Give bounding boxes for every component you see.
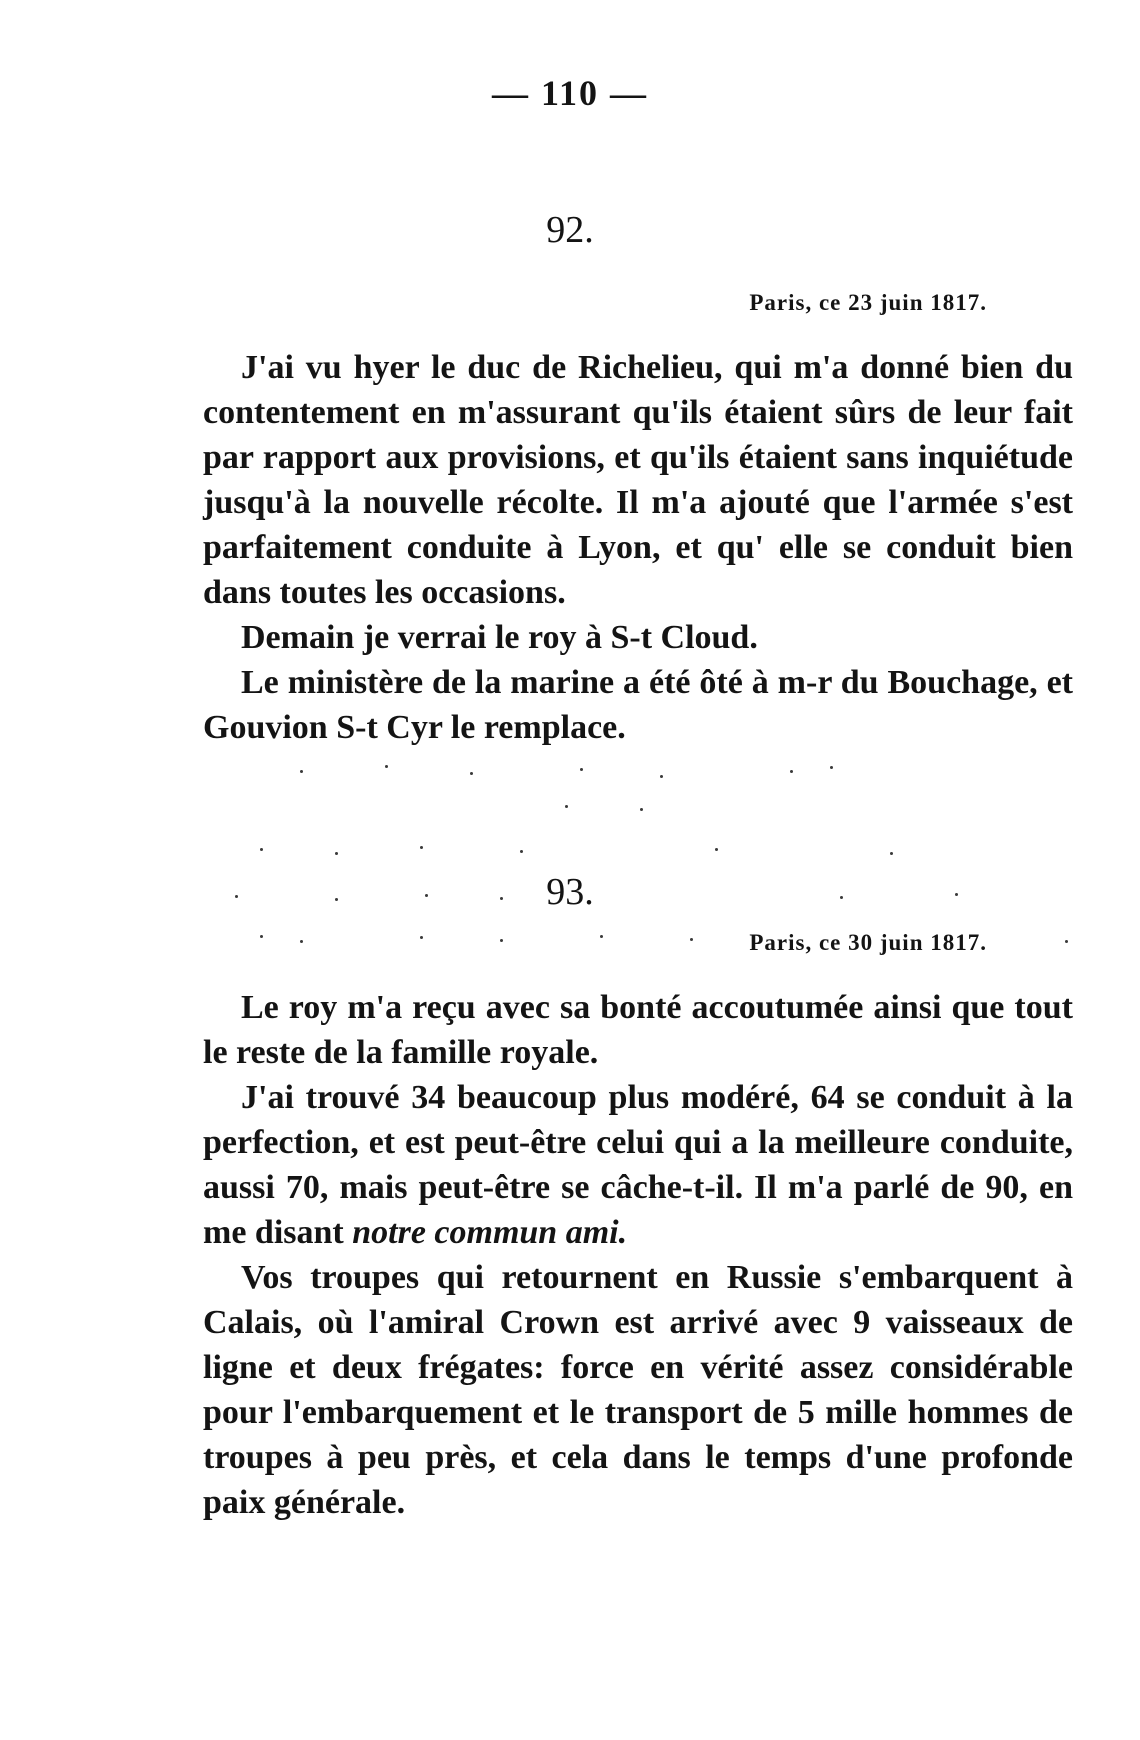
speck xyxy=(300,940,303,943)
speck xyxy=(890,852,893,855)
page-number-header: — 110 — xyxy=(491,73,648,113)
speck xyxy=(640,808,643,811)
letter-92-paragraph-3: Le ministère de la marine a été ôté à m-r du Bouchage, et Gouvion S-t Cyr le remplace. xyxy=(203,664,1073,746)
speck xyxy=(300,770,303,773)
letter-92-paragraph-2: Demain je verrai le roy à S-t Cloud. xyxy=(241,619,758,656)
speck xyxy=(715,848,718,851)
speck xyxy=(690,938,693,941)
letter-number-92: 92. xyxy=(546,209,594,251)
speck xyxy=(565,805,568,808)
speck xyxy=(385,765,388,768)
speck xyxy=(790,770,793,773)
speck xyxy=(1065,940,1068,943)
speck xyxy=(580,768,583,771)
letter-93-dateline: Paris, ce 30 juin 1817. xyxy=(749,930,987,955)
italic-phrase-notre-commun-ami: notre commun ami. xyxy=(352,1214,628,1251)
letter-92-body xyxy=(203,345,1073,750)
speck xyxy=(660,775,663,778)
speck xyxy=(520,850,523,853)
letter-93-paragraph-2-text: J'ai trouvé 34 beaucoup plus modéré, 64 se conduit à la perfection, et est peut-être celui qui a la meilleure conduite, aussi 70, mais peut-être se câche-t-il. Il m'a parlé de 90, en me disant xyxy=(203,1079,1073,1251)
speck xyxy=(500,939,503,942)
letter-93-body xyxy=(203,985,1073,1525)
speck xyxy=(260,935,263,938)
speck xyxy=(420,936,423,939)
speck xyxy=(420,846,423,849)
speck xyxy=(830,766,833,769)
letter-92-paragraph-1: J'ai vu hyer le duc de Richelieu, qui m'a donné bien du contentement en m'assurant qu'ils étaient sûrs de leur fait par rapport aux provisions, et qu'ils étaient sans inquiétude jusqu'à la nouvelle récolte. Il m'a ajouté que l'armée s'est parfaitement conduite à Lyon, et qu' elle se conduit bien dans toutes les occasions. xyxy=(203,349,1073,611)
speck xyxy=(335,852,338,855)
speck xyxy=(260,848,263,851)
letter-number-93: 93. xyxy=(546,871,594,913)
speck xyxy=(600,935,603,938)
letter-92-dateline: Paris, ce 23 juin 1817. xyxy=(749,290,987,315)
letter-93-paragraph-2 xyxy=(203,1075,1073,1255)
letter-93-paragraph-1: Le roy m'a reçu avec sa bonté accoutumée ainsi que tout le reste de la famille royale. xyxy=(203,989,1073,1071)
speck xyxy=(470,772,473,775)
letter-93-paragraph-3: Vos troupes qui retournent en Russie s'embarquent à Calais, où l'amiral Crown est arrivé avec 9 vaisseaux de ligne et deux frégates: force en vérité assez considérable pour l'embarquement et le transport de 5 mille hommes de troupes à peu près, et cela dans le temps d'une profonde paix générale. xyxy=(203,1259,1073,1521)
